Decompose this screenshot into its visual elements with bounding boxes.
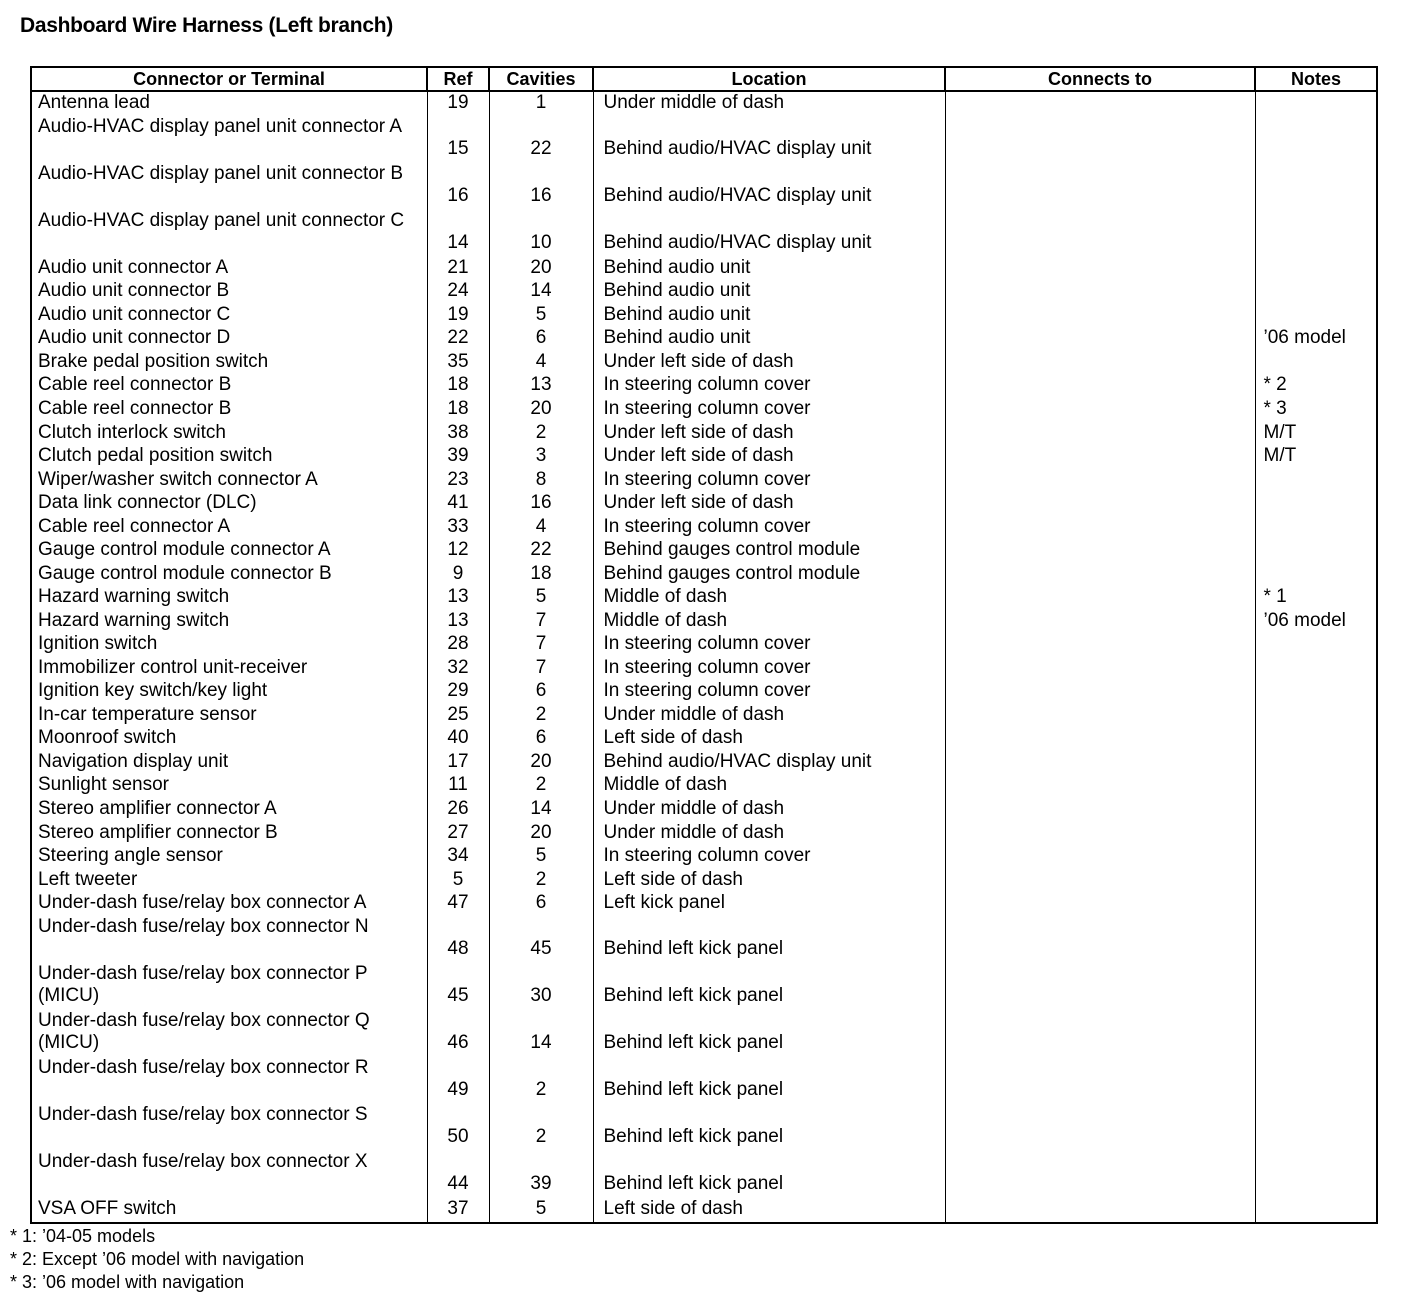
header-notes: Notes	[1255, 67, 1377, 91]
table-row	[31, 563, 1377, 587]
location-cell: In steering column cover	[593, 516, 945, 540]
connector-cell: Moonroof switch	[31, 727, 427, 751]
notes-cell	[1255, 469, 1377, 493]
notes-cell	[1255, 210, 1377, 257]
ref-cell: 14	[427, 210, 489, 257]
ref-cell: 5	[427, 869, 489, 893]
footnote-1: * 1: ’04-05 models	[10, 1226, 156, 1246]
ref-cell: 35	[427, 351, 489, 375]
table-row	[31, 280, 1377, 304]
location-cell: Middle of dash	[593, 774, 945, 798]
connector-cell: Steering angle sensor	[31, 845, 427, 869]
cavities-cell: 2	[489, 1057, 593, 1104]
connects-to-cell	[945, 892, 1255, 916]
notes-cell	[1255, 280, 1377, 304]
ref-cell: 12	[427, 539, 489, 563]
ref-cell: 13	[427, 586, 489, 610]
location-cell: Behind left kick panel	[593, 1104, 945, 1151]
connects-to-cell	[945, 1010, 1255, 1057]
connects-to-cell	[945, 422, 1255, 446]
notes-cell	[1255, 539, 1377, 563]
ref-cell: 40	[427, 727, 489, 751]
location-cell: Behind audio/HVAC display unit	[593, 163, 945, 210]
cavities-cell: 18	[489, 563, 593, 587]
notes-cell	[1255, 869, 1377, 893]
connects-to-cell	[945, 516, 1255, 540]
ref-cell: 23	[427, 469, 489, 493]
notes-cell	[1255, 91, 1377, 116]
cavities-cell: 13	[489, 374, 593, 398]
location-cell: Behind left kick panel	[593, 1010, 945, 1057]
notes-cell: M/T	[1255, 445, 1377, 469]
header-cavities: Cavities	[489, 67, 593, 91]
notes-cell	[1255, 492, 1377, 516]
notes-cell: M/T	[1255, 422, 1377, 446]
connects-to-cell	[945, 963, 1255, 1010]
table-row	[31, 422, 1377, 446]
harness-table	[30, 66, 1378, 1224]
ref-cell: 19	[427, 91, 489, 116]
connector-cell: Ignition key switch/key light	[31, 680, 427, 704]
table-row	[31, 1057, 1377, 1104]
location-cell: In steering column cover	[593, 633, 945, 657]
table-row	[31, 116, 1377, 163]
connects-to-cell	[945, 704, 1255, 728]
table-row	[31, 1198, 1377, 1223]
table-row	[31, 657, 1377, 681]
cavities-cell: 22	[489, 539, 593, 563]
notes-cell	[1255, 351, 1377, 375]
cavities-cell: 7	[489, 633, 593, 657]
location-cell: In steering column cover	[593, 469, 945, 493]
table-row	[31, 492, 1377, 516]
table-body	[31, 91, 1377, 1223]
notes-cell	[1255, 798, 1377, 822]
table-row	[31, 1010, 1377, 1057]
ref-cell: 18	[427, 398, 489, 422]
table-row	[31, 91, 1377, 116]
cavities-cell: 20	[489, 822, 593, 846]
ref-cell: 16	[427, 163, 489, 210]
connector-cell: Audio-HVAC display panel unit connector B	[31, 163, 427, 210]
ref-cell: 33	[427, 516, 489, 540]
notes-cell	[1255, 163, 1377, 210]
cavities-cell: 5	[489, 845, 593, 869]
notes-cell	[1255, 1057, 1377, 1104]
ref-cell: 37	[427, 1198, 489, 1223]
connector-cell: Under-dash fuse/relay box connector Q (MICU)	[31, 1010, 427, 1057]
notes-cell: * 3	[1255, 398, 1377, 422]
connector-cell: Immobilizer control unit-receiver	[31, 657, 427, 681]
connects-to-cell	[945, 492, 1255, 516]
ref-cell: 47	[427, 892, 489, 916]
ref-cell: 13	[427, 610, 489, 634]
connector-cell: Stereo amplifier connector A	[31, 798, 427, 822]
cavities-cell: 39	[489, 1151, 593, 1198]
connects-to-cell	[945, 116, 1255, 163]
cavities-cell: 5	[489, 586, 593, 610]
ref-cell: 49	[427, 1057, 489, 1104]
cavities-cell: 2	[489, 704, 593, 728]
cavities-cell: 10	[489, 210, 593, 257]
cavities-cell: 5	[489, 1198, 593, 1223]
connects-to-cell	[945, 845, 1255, 869]
connector-cell: Hazard warning switch	[31, 586, 427, 610]
ref-cell: 9	[427, 563, 489, 587]
table-row	[31, 963, 1377, 1010]
connects-to-cell	[945, 304, 1255, 328]
connects-to-cell	[945, 210, 1255, 257]
cavities-cell: 6	[489, 327, 593, 351]
connects-to-cell	[945, 657, 1255, 681]
table-row	[31, 704, 1377, 728]
cavities-cell: 2	[489, 1104, 593, 1151]
table-row	[31, 327, 1377, 351]
connector-cell: Navigation display unit	[31, 751, 427, 775]
connects-to-cell	[945, 257, 1255, 281]
table-row	[31, 633, 1377, 657]
cavities-cell: 20	[489, 257, 593, 281]
connector-cell: Antenna lead	[31, 91, 427, 116]
notes-cell: * 2	[1255, 374, 1377, 398]
notes-cell: ’06 model	[1255, 327, 1377, 351]
ref-cell: 45	[427, 963, 489, 1010]
location-cell: Middle of dash	[593, 586, 945, 610]
ref-cell: 44	[427, 1151, 489, 1198]
connector-cell: Under-dash fuse/relay box connector R	[31, 1057, 427, 1104]
table-row	[31, 798, 1377, 822]
connector-cell: Clutch pedal position switch	[31, 445, 427, 469]
cavities-cell: 2	[489, 774, 593, 798]
ref-cell: 50	[427, 1104, 489, 1151]
ref-cell: 46	[427, 1010, 489, 1057]
notes-cell	[1255, 892, 1377, 916]
connects-to-cell	[945, 916, 1255, 963]
location-cell: Behind left kick panel	[593, 1057, 945, 1104]
location-cell: Behind audio/HVAC display unit	[593, 210, 945, 257]
page-title: Dashboard Wire Harness (Left branch)	[20, 14, 393, 37]
location-cell: Middle of dash	[593, 610, 945, 634]
footnote-2: * 2: Except ’06 model with navigation	[10, 1249, 305, 1269]
table-row	[31, 1151, 1377, 1198]
cavities-cell: 7	[489, 657, 593, 681]
connector-cell: Under-dash fuse/relay box connector N	[31, 916, 427, 963]
cavities-cell: 20	[489, 751, 593, 775]
connector-cell: Data link connector (DLC)	[31, 492, 427, 516]
connector-cell: Cable reel connector A	[31, 516, 427, 540]
table-row	[31, 163, 1377, 210]
connects-to-cell	[945, 586, 1255, 610]
connects-to-cell	[945, 1151, 1255, 1198]
ref-cell: 32	[427, 657, 489, 681]
connector-cell: Gauge control module connector B	[31, 563, 427, 587]
location-cell: Behind audio unit	[593, 327, 945, 351]
notes-cell	[1255, 704, 1377, 728]
connector-cell: Stereo amplifier connector B	[31, 822, 427, 846]
cavities-cell: 8	[489, 469, 593, 493]
connects-to-cell	[945, 798, 1255, 822]
connects-to-cell	[945, 163, 1255, 210]
location-cell: Under left side of dash	[593, 422, 945, 446]
connector-cell: VSA OFF switch	[31, 1198, 427, 1223]
cavities-cell: 22	[489, 116, 593, 163]
location-cell: Left side of dash	[593, 869, 945, 893]
cavities-cell: 5	[489, 304, 593, 328]
location-cell: Under middle of dash	[593, 798, 945, 822]
location-cell: Behind audio unit	[593, 304, 945, 328]
connects-to-cell	[945, 280, 1255, 304]
notes-cell	[1255, 845, 1377, 869]
connector-cell: Wiper/washer switch connector A	[31, 469, 427, 493]
connector-cell: Audio-HVAC display panel unit connector C	[31, 210, 427, 257]
connector-cell: Audio unit connector D	[31, 327, 427, 351]
cavities-cell: 16	[489, 492, 593, 516]
table-row	[31, 1104, 1377, 1151]
ref-cell: 48	[427, 916, 489, 963]
ref-cell: 19	[427, 304, 489, 328]
table-row	[31, 374, 1377, 398]
cavities-cell: 14	[489, 1010, 593, 1057]
ref-cell: 11	[427, 774, 489, 798]
table-row	[31, 916, 1377, 963]
location-cell: Under middle of dash	[593, 91, 945, 116]
cavities-cell: 4	[489, 516, 593, 540]
connects-to-cell	[945, 539, 1255, 563]
connects-to-cell	[945, 351, 1255, 375]
connector-cell: Hazard warning switch	[31, 610, 427, 634]
connector-cell: In-car temperature sensor	[31, 704, 427, 728]
connects-to-cell	[945, 374, 1255, 398]
ref-cell: 39	[427, 445, 489, 469]
ref-cell: 18	[427, 374, 489, 398]
notes-cell	[1255, 1010, 1377, 1057]
header-location: Location	[593, 67, 945, 91]
table-row	[31, 257, 1377, 281]
location-cell: Behind gauges control module	[593, 563, 945, 587]
cavities-cell: 16	[489, 163, 593, 210]
connector-cell: Under-dash fuse/relay box connector S	[31, 1104, 427, 1151]
notes-cell	[1255, 1198, 1377, 1223]
location-cell: Behind gauges control module	[593, 539, 945, 563]
connects-to-cell	[945, 91, 1255, 116]
cavities-cell: 20	[489, 398, 593, 422]
cavities-cell: 45	[489, 916, 593, 963]
connects-to-cell	[945, 1057, 1255, 1104]
ref-cell: 28	[427, 633, 489, 657]
connector-cell: Under-dash fuse/relay box connector A	[31, 892, 427, 916]
notes-cell	[1255, 727, 1377, 751]
location-cell: Behind audio/HVAC display unit	[593, 751, 945, 775]
connects-to-cell	[945, 751, 1255, 775]
table-row	[31, 727, 1377, 751]
connector-cell: Ignition switch	[31, 633, 427, 657]
location-cell: In steering column cover	[593, 374, 945, 398]
table-row	[31, 610, 1377, 634]
ref-cell: 26	[427, 798, 489, 822]
connector-cell: Clutch interlock switch	[31, 422, 427, 446]
ref-cell: 22	[427, 327, 489, 351]
table-header-row	[31, 67, 1377, 91]
connector-cell: Audio unit connector A	[31, 257, 427, 281]
table-row	[31, 751, 1377, 775]
connects-to-cell	[945, 445, 1255, 469]
notes-cell	[1255, 116, 1377, 163]
notes-cell	[1255, 633, 1377, 657]
notes-cell	[1255, 1151, 1377, 1198]
notes-cell	[1255, 774, 1377, 798]
connector-cell: Audio unit connector C	[31, 304, 427, 328]
ref-cell: 27	[427, 822, 489, 846]
table-row	[31, 398, 1377, 422]
notes-cell	[1255, 257, 1377, 281]
connects-to-cell	[945, 680, 1255, 704]
connects-to-cell	[945, 327, 1255, 351]
location-cell: Behind audio/HVAC display unit	[593, 116, 945, 163]
connects-to-cell	[945, 469, 1255, 493]
table-row	[31, 869, 1377, 893]
notes-cell	[1255, 916, 1377, 963]
connector-cell: Cable reel connector B	[31, 398, 427, 422]
location-cell: Under left side of dash	[593, 445, 945, 469]
connects-to-cell	[945, 398, 1255, 422]
notes-cell	[1255, 304, 1377, 328]
footnotes	[10, 1225, 304, 1294]
footnote-3: * 3: ’06 model with navigation	[10, 1272, 245, 1292]
cavities-cell: 14	[489, 798, 593, 822]
table-row	[31, 822, 1377, 846]
location-cell: Behind left kick panel	[593, 963, 945, 1010]
location-cell: Behind audio unit	[593, 280, 945, 304]
location-cell: In steering column cover	[593, 845, 945, 869]
connects-to-cell	[945, 1198, 1255, 1223]
notes-cell	[1255, 751, 1377, 775]
connector-cell: Audio unit connector B	[31, 280, 427, 304]
connects-to-cell	[945, 727, 1255, 751]
notes-cell	[1255, 680, 1377, 704]
cavities-cell: 3	[489, 445, 593, 469]
connector-cell: Under-dash fuse/relay box connector X	[31, 1151, 427, 1198]
ref-cell: 34	[427, 845, 489, 869]
cavities-cell: 7	[489, 610, 593, 634]
header-connects-to: Connects to	[945, 67, 1255, 91]
connector-cell: Brake pedal position switch	[31, 351, 427, 375]
cavities-cell: 6	[489, 680, 593, 704]
cavities-cell: 14	[489, 280, 593, 304]
connects-to-cell	[945, 869, 1255, 893]
table-row	[31, 892, 1377, 916]
connects-to-cell	[945, 822, 1255, 846]
location-cell: Left kick panel	[593, 892, 945, 916]
notes-cell	[1255, 516, 1377, 540]
location-cell: In steering column cover	[593, 398, 945, 422]
location-cell: Left side of dash	[593, 1198, 945, 1223]
cavities-cell: 1	[489, 91, 593, 116]
notes-cell: * 1	[1255, 586, 1377, 610]
table-row	[31, 516, 1377, 540]
ref-cell: 25	[427, 704, 489, 728]
ref-cell: 21	[427, 257, 489, 281]
location-cell: Under left side of dash	[593, 351, 945, 375]
location-cell: Under left side of dash	[593, 492, 945, 516]
table-row	[31, 774, 1377, 798]
connector-cell: Under-dash fuse/relay box connector P (MICU)	[31, 963, 427, 1010]
location-cell: Behind left kick panel	[593, 1151, 945, 1198]
table-row	[31, 586, 1377, 610]
notes-cell	[1255, 963, 1377, 1010]
notes-cell	[1255, 1104, 1377, 1151]
connector-cell: Audio-HVAC display panel unit connector A	[31, 116, 427, 163]
location-cell: Behind audio unit	[593, 257, 945, 281]
ref-cell: 15	[427, 116, 489, 163]
connects-to-cell	[945, 774, 1255, 798]
header-connector: Connector or Terminal	[31, 67, 427, 91]
table-row	[31, 680, 1377, 704]
cavities-cell: 6	[489, 727, 593, 751]
location-cell: Under middle of dash	[593, 822, 945, 846]
connector-cell: Sunlight sensor	[31, 774, 427, 798]
notes-cell	[1255, 822, 1377, 846]
location-cell: In steering column cover	[593, 657, 945, 681]
table-row	[31, 210, 1377, 257]
table-row	[31, 845, 1377, 869]
location-cell: Behind left kick panel	[593, 916, 945, 963]
connects-to-cell	[945, 610, 1255, 634]
ref-cell: 29	[427, 680, 489, 704]
ref-cell: 38	[427, 422, 489, 446]
connects-to-cell	[945, 1104, 1255, 1151]
cavities-cell: 30	[489, 963, 593, 1010]
connects-to-cell	[945, 633, 1255, 657]
header-ref: Ref	[427, 67, 489, 91]
notes-cell	[1255, 563, 1377, 587]
location-cell: Left side of dash	[593, 727, 945, 751]
notes-cell: ’06 model	[1255, 610, 1377, 634]
connector-cell: Cable reel connector B	[31, 374, 427, 398]
table-row	[31, 304, 1377, 328]
cavities-cell: 2	[489, 422, 593, 446]
notes-cell	[1255, 657, 1377, 681]
connector-cell: Left tweeter	[31, 869, 427, 893]
ref-cell: 41	[427, 492, 489, 516]
table-row	[31, 539, 1377, 563]
table-row	[31, 351, 1377, 375]
ref-cell: 24	[427, 280, 489, 304]
location-cell: In steering column cover	[593, 680, 945, 704]
table-row	[31, 469, 1377, 493]
location-cell: Under middle of dash	[593, 704, 945, 728]
ref-cell: 17	[427, 751, 489, 775]
connector-cell: Gauge control module connector A	[31, 539, 427, 563]
table-row	[31, 445, 1377, 469]
connects-to-cell	[945, 563, 1255, 587]
cavities-cell: 2	[489, 869, 593, 893]
cavities-cell: 4	[489, 351, 593, 375]
cavities-cell: 6	[489, 892, 593, 916]
